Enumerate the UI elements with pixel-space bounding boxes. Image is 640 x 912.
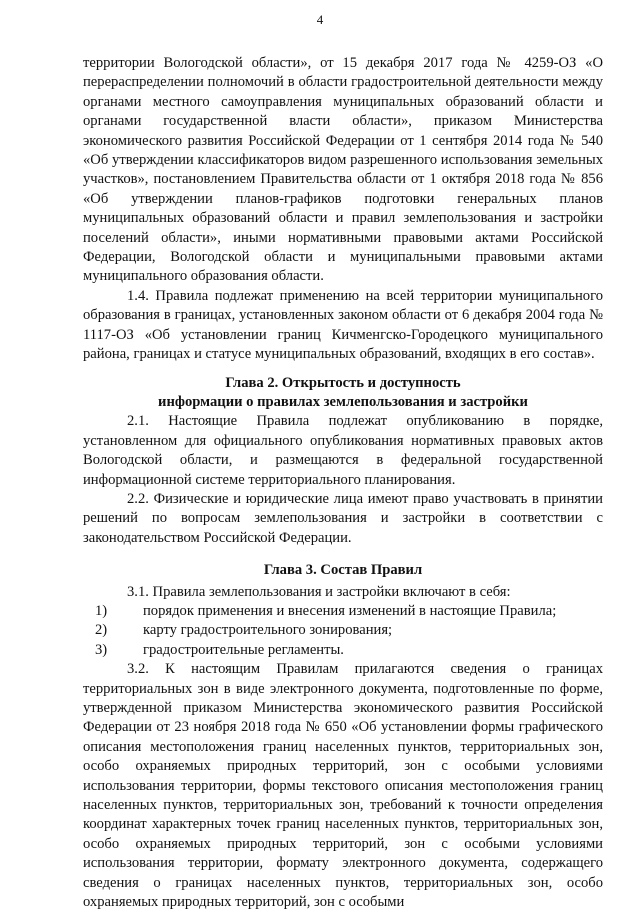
list-item — [83, 602, 603, 621]
document-body — [83, 54, 603, 912]
list-item-number: 3) — [95, 641, 108, 658]
paragraph-2-1: 2.1. Настоящие Правила подлежат опубликованию в порядке, установленном для официального опубликования нормативных правовых актов Вологодской области, и размещаются в федеральной государственной информационной системе территориального планирования. — [83, 413, 603, 488]
list-item-number: 2) — [95, 622, 108, 639]
paragraph-2-2: 2.2. Физические и юридические лица имеют право участвовать в принятии решений по вопросам землепользования и застройки в соответствии с законодательством Российской Федерации. — [83, 490, 603, 546]
chapter-2-title-line-1: Глава 2. Открытость и доступность — [225, 374, 461, 391]
list-item-text: порядок применения и внесения изменений в настоящие Правила; — [143, 602, 557, 619]
paragraph-continuation: территории Вологодской области», от 15 декабря 2017 года № 4259-ОЗ «О перераспределении полномочий в области градостроительной деятельности между органами местного самоуправления муниципальных образований области и органами государственной власти области», приказом Министерства экономического развития Российской Федерации от 1 сентября 2014 года № 540 «Об утверждении классификаторов видом разрешенного использования земельных участков», постановлением Правительства области от 1 октября 2018 года № 856 «Об утверждении планов-графиков подготовки генеральных планов муниципальных образований области и правил землепользования и застройки поселений области», иными нормативными правовыми актами Российской Федерации, Вологодской области и муниципальными правовыми актами муниципального образования области. — [83, 55, 603, 285]
chapter-2-title-line-2: информации о правилах землепользования и застройки — [158, 393, 528, 410]
list-item — [83, 641, 603, 660]
list-item-number: 1) — [95, 602, 108, 619]
page-number: 4 — [316, 12, 324, 27]
list-item-text: градостроительные регламенты. — [143, 641, 344, 658]
paragraph-3-1: 3.1. Правила землепользования и застройки включают в себя: — [127, 583, 511, 600]
list-item-text: карту градостроительного зонирования; — [143, 622, 393, 639]
chapter-3-title: Глава 3. Состав Правил — [263, 562, 423, 579]
paragraph-1-4: 1.4. Правила подлежат применению на всей территории муниципального образования в границах, установленных законом области от 6 декабря 2004 года № 1117-ОЗ «Об установлении границ Кичменгско-Городецкого муниципального района, границах и статусе муниципальных образований, входящих в его состав». — [83, 287, 603, 363]
list-item — [83, 621, 603, 640]
paragraph-3-2: 3.2. К настоящим Правилам прилагаются сведения о границах территориальных зон в виде электронного документа, подготовленные по форме, утвержденной приказом Министерства экономического развития Российской Федерации от 23 ноября 2018 года № 650 «Об установлении формы графического описания местоположения границ населенных пунктов, территориальных зон, особо охраняемых природных территорий, зон с особыми условиями использования территории, формы текстового описания местоположения границ населенных пунктов, территориальных зон, требований к точности определения координат характерных точек границ населенных пунктов, территориальных зон, особо охраняемых природных территорий, зон с особыми условиями использования территории, формату электронного документа, содержащего сведения о границах населенных пунктов, территориальных зон, особо охраняемых природных территорий, зон с особыми — [83, 661, 603, 911]
